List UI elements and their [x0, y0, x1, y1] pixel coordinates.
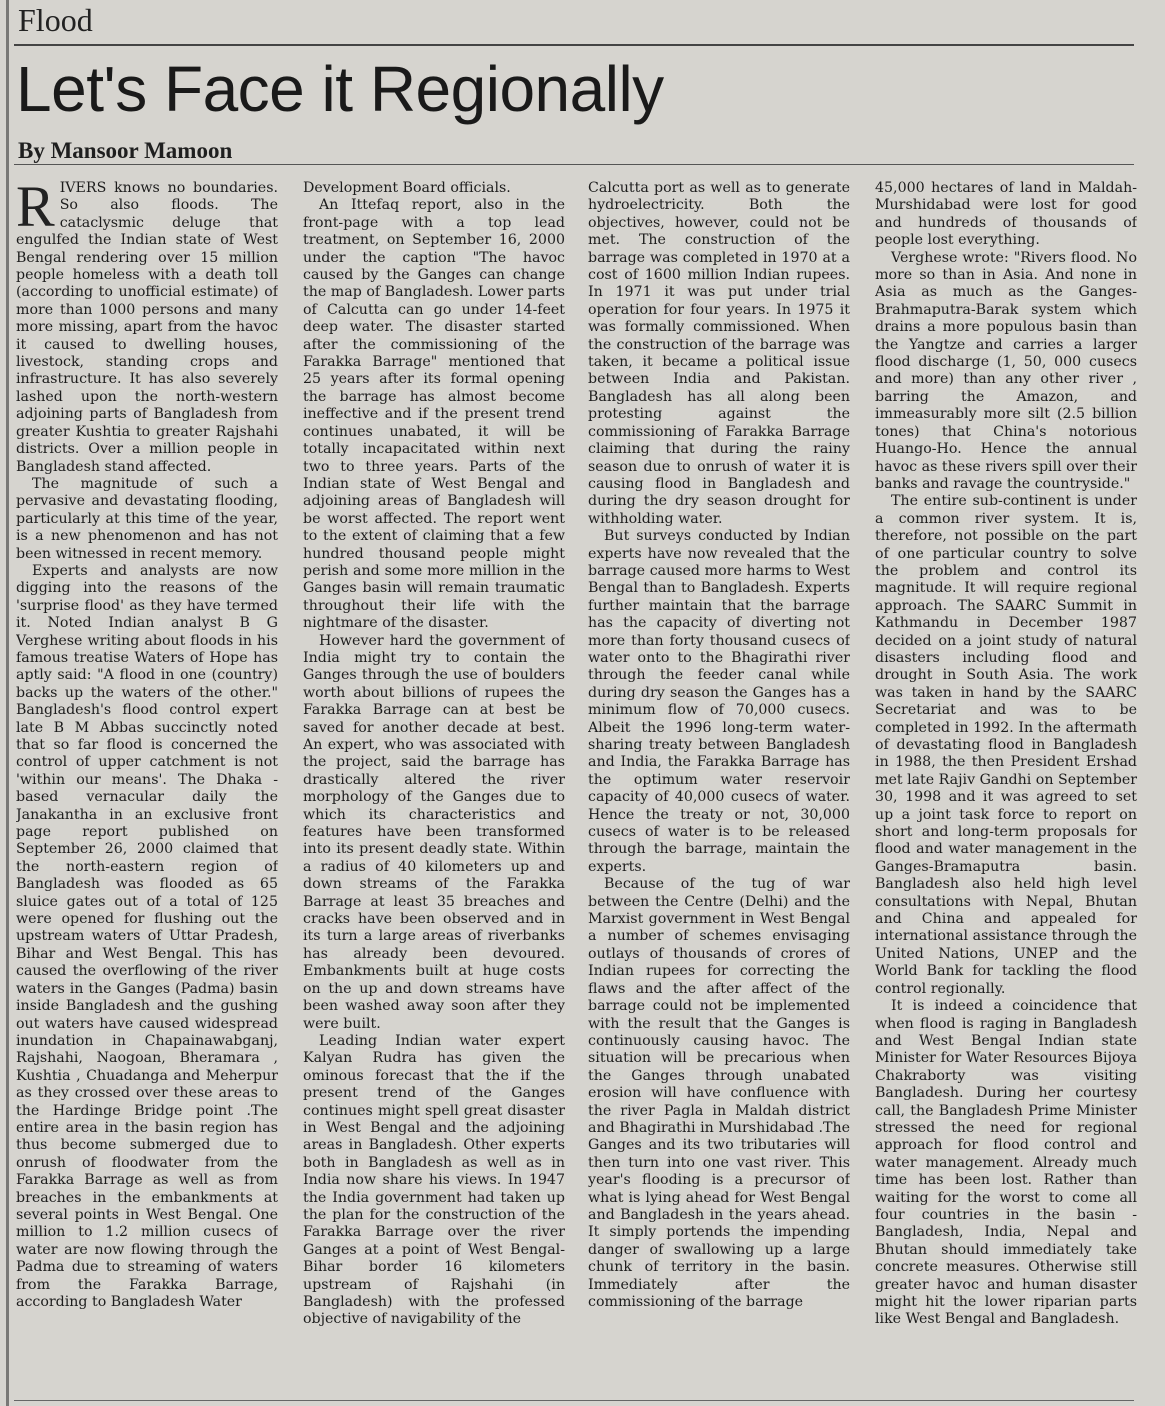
paragraph: Development Board officials. [303, 180, 511, 196]
article-body [16, 180, 1146, 1395]
paragraph: Verghese wrote: "Rivers flood. No more so than in Asia. And none in Asia as much as the Ganges-Brahmaputra-Barak system which drains a more populous basin than the Yangtze and carries a larger flood discharge (1, 50, 000 cusecs and more) than any other river , barring the Amazon, and immeasurably more silt (2.5 billion tones) that China's notorious Huango-Ho. Hence the annual havoc as these rivers spill over their banks and ravage the countryside." [875, 249, 1137, 492]
paragraph: It is indeed a coincidence that when flood is raging in Bangladesh and West Bengal Indian state Minister for Water Resources Bijoya Chakraborty was visiting Bangladesh. During her courtesy call, the Bangladesh Prime Minister stressed the need for regional approach for flood control and water management. Already much time has been lost. Rather than waiting for the worst to come all four countries in the basin - Bangladesh, India, Nepal and Bhutan should immediately take concrete measures. Otherwise still greater havoc and human disaster might hit the lower riparian parts like West Bengal and Bangladesh. [875, 998, 1137, 1328]
byline-rule [14, 164, 1134, 165]
paragraph-text: IVERS knows no boundaries. So also floods. The cataclysmic deluge that engulfed the Indian state of West Bengal rendering over 15 million people homeless with a death toll (according to unofficial estimate) of more than 1000 persons and many more missing, apart from the havoc it caused to dwelling houses, livestock, standing crops and infrastructure. It has also severely lashed upon the north-western adjoining parts of Bangladesh from greater Kushtia to greater Rajshahi districts. Over a million people in Bangladesh stand affected. [16, 180, 278, 475]
article-byline: By Mansoor Mamoon [18, 138, 233, 163]
paragraph [16, 180, 278, 476]
paragraph: 45,000 hectares of land in Maldah-Murshidabad were lost for good and hundreds of thousands of people lost everything. [875, 180, 1137, 249]
paragraph: However hard the government of India might try to contain the Ganges through the use of boulders worth about billions of rupees the Farakka Barrage can at best be saved for another decade at best. An expert, who was associated with the project, said the barrage has drastically altered the river morphology of the Ganges due to which its characteristics and features have been transformed into its present deadly state. Within a radius of 40 kilometers up and down streams of the Farakka Barrage at least 35 breaches and cracks have been observed and in its turn a large areas of riverbanks has already been devoured. Embankments built at huge costs on the up and down streams have been washed away soon after they were built. [303, 632, 565, 1032]
paragraph: The entire sub-continent is under a common river system. It is, therefore, not possible on the part of one particular country to solve the problem and control its magnitude. It will require regional approach. The SAARC Summit in Kathmandu in December 1987 decided on a joint study of natural disasters including flood and drought in South Asia. The work was taken in hand by the SAARC Secretariat and was to be completed in 1992. In the aftermath of devastating flood in Bangladesh in 1988, the then President Ershad met late Rajiv Gandhi on September 30, 1998 and it was agreed to set up a joint task force to report on short and long-term proposals for flood and water management in the Ganges-Bramaputra basin. Bangladesh also held high level consultations with Nepal, Bhutan and China and appealed for international assistance through the United Nations, UNEP and the World Bank for tackling the flood control regionally. [875, 493, 1137, 997]
paragraph: Experts and analysts are now digging into the reasons of the 'surprise flood' as they have termed it. Noted Indian analyst B G Verghese writing about floods in his famous treatise Waters of Hope has aptly said: "A flood in one (country) backs up the waters of the other." Bangladesh's flood control expert late B M Abbas succinctly noted that so far flood is concerned the control of upper catchment is not 'within our means'. The Dhaka -based vernacular daily the Janakantha in an exclusive front page report published on September 26, 2000 claimed that the north-eastern region of Bangladesh was flooded as 65 sluice gates out of a total of 125 were opened for flushing out the upstream waters of Uttar Pradesh, Bihar and West Bengal. This has caused the overflowing of the river waters in the Ganges (Padma) basin inside Bangladesh and the gushing out waters have caused widespread inundation in Chapainawabganj, Rajshahi, Naogoan, Bheramara , Kushtia , Chuadanga and Meherpur as they crossed over these areas to the Hardinge Bridge point .The entire area in the basin region has thus become submerged due to onrush of floodwater from the Farakka Barrage as well as from breaches in the embankments at several points in West Bengal. One million to 1.2 million cusecs of water are now flowing through the Padma due to streaming of waters from the Farakka Barrage, according to Bangladesh Water [16, 562, 278, 1310]
drop-cap: R [16, 180, 55, 239]
page-left-border [6, 0, 9, 1406]
paragraph: Because of the tug of war between the Centre (Delhi) and the Marxist government in West Bengal a number of schemes envisaging outlays of thousands of crores of Indian rupees for correcting the flaws and the after affect of the barrage could not be implemented with the result that the Ganges is continuously causing havoc. The situation will be precarious when the Ganges through unabated erosion will have confluence with the river Pagla in Maldah district and Bhagirathi in Murshidabad .The Ganges and its two tributaries will then turn into one vast river. This year's flooding is a precursor of what is lying ahead for West Bengal and Bangladesh in the years ahead. It simply portends the impending danger of swallowing up a large chunk of territory in the basin. Immediately after the commissioning of the barrage [588, 876, 850, 1310]
paragraph: An Ittefaq report, also in the front-page with a top lead treatment, on September 16, 2000 under the caption "The havoc caused by the Ganges can change the map of Bangladesh. Lower parts of Calcutta can go under 14-feet deep water. The disaster started after the commissioning of the Farakka Barrage" mentioned that 25 years after its formal opening the barrage has almost become ineffective and if the present trend continues unabated, it will be totally incapacitated within next two to three years. Parts of the Indian state of West Bengal and adjoining areas of Bangladesh will be worst affected. The report went to the extent of claiming that a few hundred thousand people might perish and some more million in the Ganges basin will remain traumatic throughout their life with the nightmare of the disaster. [303, 197, 565, 632]
section-label: Flood [18, 2, 93, 38]
paragraph: But surveys conducted by Indian experts have now revealed that the barrage caused more harms to West Bengal than to Bangladesh. Experts further maintain that the barrage has the capacity of diverting not more than forty thousand cusecs of water onto to the Bhagirathi river through the feeder canal while during dry season the Ganges has a minimum flow of 70,000 cusecs. Albeit the 1996 long-term water-sharing treaty between Bangladesh and India, the Farakka Barrage has the optimum water reservoir capacity of 40,000 cusecs of water. Hence the treaty or not, 30,000 cusecs of water is to be released through the barrage, maintain the experts. [588, 528, 850, 875]
column-2 [303, 180, 565, 1395]
paragraph: Calcutta port as well as to generate hydroelectricity. Both the objectives, however, could not be met. The construction of the barrage was completed in 1970 at a cost of 1600 million Indian rupees. In 1971 it was put under trial operation for four years. In 1975 it was formally commissioned. When the construction of the barrage was taken, it became a political issue between India and Pakistan. Bangladesh has all along been protesting against the commissioning of Farakka Barrage claiming that during the rainy season due to onrush of water it is causing flood in Bangladesh and during the dry season drought for withholding water. [588, 180, 850, 527]
bottom-rule [14, 1400, 1134, 1401]
section-rule [14, 44, 1134, 46]
column-4 [875, 180, 1137, 1395]
paragraph: The magnitude of such a pervasive and devastating flooding, particularly at this time of the year, is a new phenomenon and has not been witnessed in recent memory. [16, 475, 278, 562]
paragraph: Leading Indian water expert Kalyan Rudra has given the ominous forecast that the if the present trend of the Ganges continues might spell great disaster in West Bengal and the adjoining areas in Bangladesh. Other experts both in Bangladesh as well as in India now share his views. In 1947 the India government had taken up the plan for the construction of the Farakka Barrage over the river Ganges at a point of West Bengal-Bihar border 16 kilometers upstream of Rajshahi (in Bangladesh) with the professed objective of navigability of the [303, 1032, 565, 1328]
column-1 [16, 180, 278, 1395]
column-3 [588, 180, 850, 1395]
article-title: Let's Face it Regionally [16, 53, 664, 125]
